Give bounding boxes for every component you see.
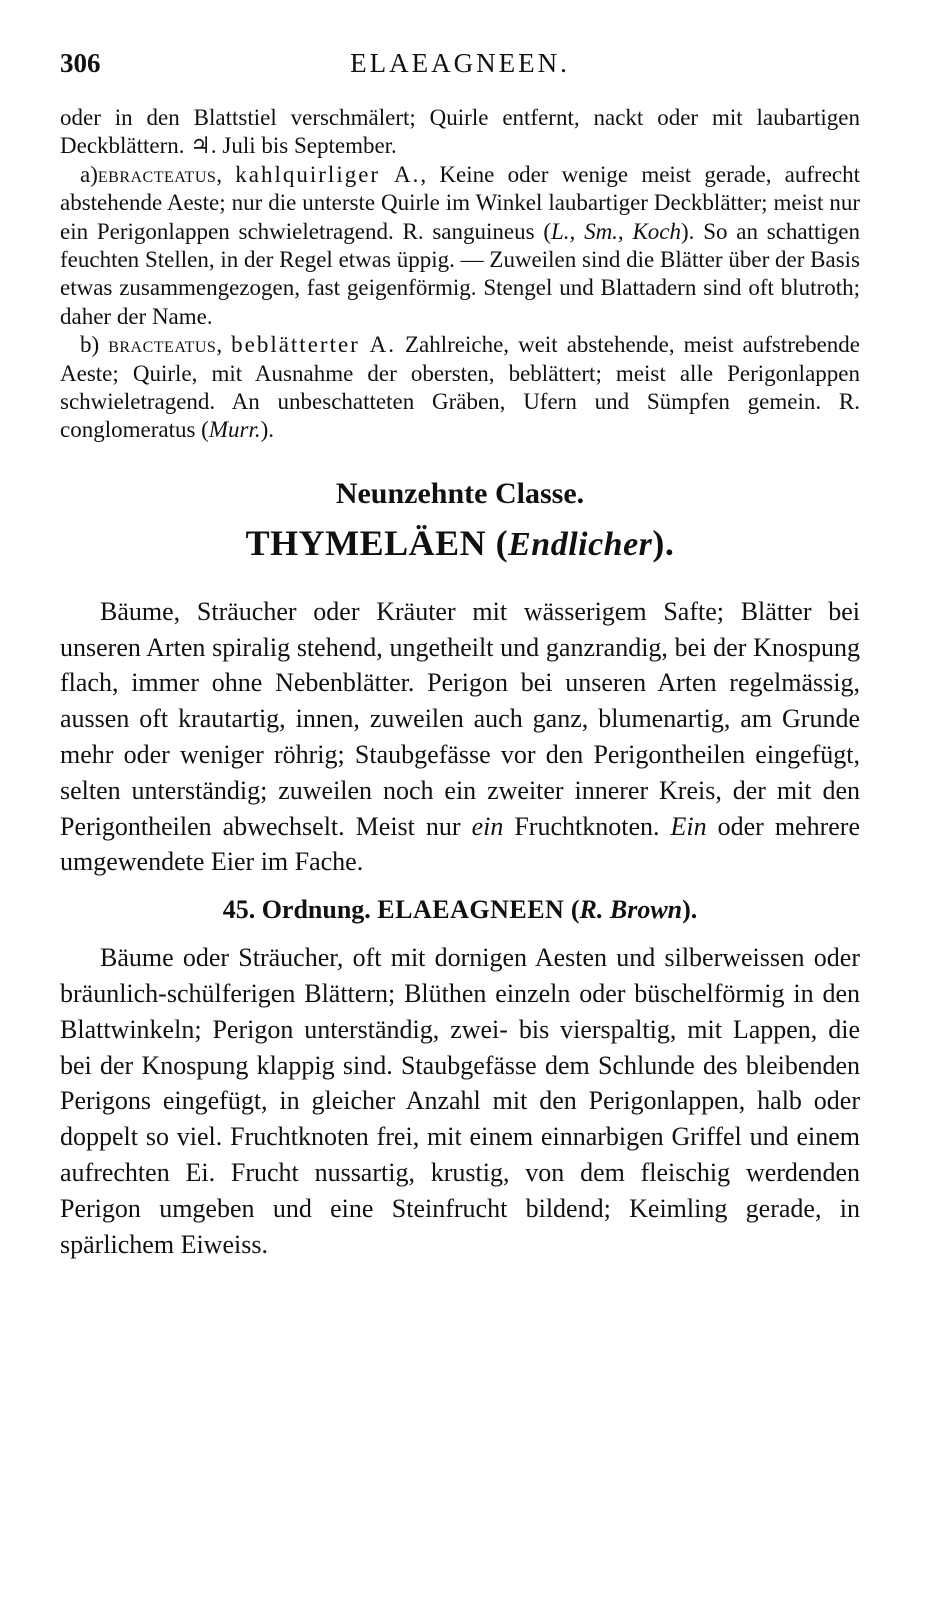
species-continuation-text: oder in den Blattstiel verschmälert; Quirle entfernt, nackt oder mit laubartigen Deckblättern. ♃. Juli bis September. [60, 105, 860, 159]
variety-a-citation: L., Sm., Koch [551, 218, 682, 244]
variety-b-paragraph: b) bracteatus, beblätterter A. Zahlreiche, weit abstehende, meist aufstrebende Aeste; Quirle, mit Ausnahme der obersten, beblättert; meist alle Perigonlappen schwieletragend. An unbeschatteten Gräben, Ufern und Sümpfen gemein. R. conglomeratus (Murr.). [60, 332, 861, 443]
variety-b-latin: bracteatus [108, 332, 217, 358]
family-title: THYMELÄEN (Endlicher). [245, 522, 675, 563]
book-page [60, 48, 860, 1262]
order-description-text: Bäume oder Sträucher, oft mit dornigen Aesten und silberweissen oder bräunlich-schülferigen Blättern; Blüthen einzeln oder büschelförmig in den Blattwinkeln; Perigon unterständig, zwei- bis vierspaltig, mit Lappen, die bei der Knospung klappig sind. Staubgefässe dem Schlunde des bleibenden Perigons eingefügt, in gleicher Anzahl mit den Perigonlappen, halb oder doppelt so viel. Fruchtknoten frei, mit einem einnarbigen Griffel und einem aufrechten Ei. Frucht nussartig, krustig, von dem fleischig werdenden Perigon umgeben und eine Steinfrucht bildend; Keimling gerade, in spärlichem Eiweiss. [60, 943, 860, 1259]
variety-a-latin: ebracteatus [97, 161, 217, 187]
order-description [60, 940, 860, 1262]
order-name: ELAEAGNEEN [377, 895, 565, 925]
class-description [60, 594, 860, 880]
variety-a-paragraph: a)ebracteatus, kahlquirliger A., Keine oder wenige meist gerade, aufrecht abstehende Aeste; nur die unterste Quirle im Winkel laubartiger Deckblätter; meist nur ein Perigonlappen schwieletragend. R. sanguineus (L., Sm., Koch). So an schattigen feuchten Stellen, in der Regel etwas üppig. — Zuweilen sind die Blätter über der Basis etwas zusammengezogen, fast geigenförmig. Stengel und Blattadern sind oft blutroth; daher der Name. [60, 161, 861, 329]
class-description-em-1: ein [471, 811, 504, 841]
order-title: 45. Ordnung. ELAEAGNEEN (R. Brown). [222, 895, 698, 925]
variety-a-text-1: , Keine oder wenige meist gerade, aufrecht abstehende Aeste; nur die unterste Quirle im Winkel laubartiger Deckblätter; meist nur ein Perigonlappen schwieletragend. R. sanguineus ( [60, 161, 861, 244]
variety-a-text-2: ). So an schattigen feuchten Stellen, in der Regel etwas üppig. — Zuweilen sind die Blätter über der Basis etwas zusammengezogen, fast geigenförmig. Stengel und Blattadern sind oft blutroth; daher der Name. [60, 218, 861, 329]
variety-b-text-1: Zahlreiche, weit abstehende, meist aufstrebende Aeste; Quirle, mit Ausnahme der obersten, beblättert; meist alle Perigonlappen schwieletragend. An unbeschatteten Gräben, Ufern und Sümpfen gemein. R. conglomeratus ( [60, 332, 861, 443]
class-description-text-3: oder mehrere umgewendete Eier im Fache. [60, 811, 860, 877]
class-title: Neunzehnte Classe. [335, 476, 585, 510]
variety-b-common: beblätterter A. [231, 332, 396, 358]
class-description-em-2: Ein [670, 811, 707, 841]
family-name: THYMELÄEN [245, 522, 487, 563]
variety-a-common: kahlquirliger A. [235, 161, 421, 187]
species-continuation [60, 104, 860, 161]
class-description-text-1: Bäume, Sträucher oder Kräuter mit wässerigem Safte; Blätter bei unseren Arten spiralig stehend, ungetheilt und ganzrandig, bei der Knospung flach, immer ohne Nebenblätter. Perigon bei unseren Arten regelmässig, aussen oft krautartig, innen, zuweilen auch ganz, blumenartig, am Grunde mehr oder weniger röhrig; Staubgefässe vor den Perigontheilen eingefügt, selten unterständig; zuweilen noch ein zweiter innerer Kreis, der mit den Perigontheilen abwechselt. Meist nur [60, 596, 860, 841]
order-author: R. Brown [579, 895, 683, 925]
class-description-text-2: Fruchtknoten. [503, 811, 671, 841]
family-author: Endlicher [508, 525, 653, 563]
variety-a-marker: a) [80, 161, 98, 187]
variety-b-citation: Murr. [208, 417, 261, 443]
page-number: 306 [60, 48, 101, 78]
page-header [60, 48, 860, 84]
variety-b-marker: b) [80, 332, 100, 358]
running-head: ELAEAGNEEN. [350, 48, 570, 78]
variety-b-text-2: ). [260, 417, 275, 443]
order-number: 45. Ordnung. [222, 895, 371, 925]
